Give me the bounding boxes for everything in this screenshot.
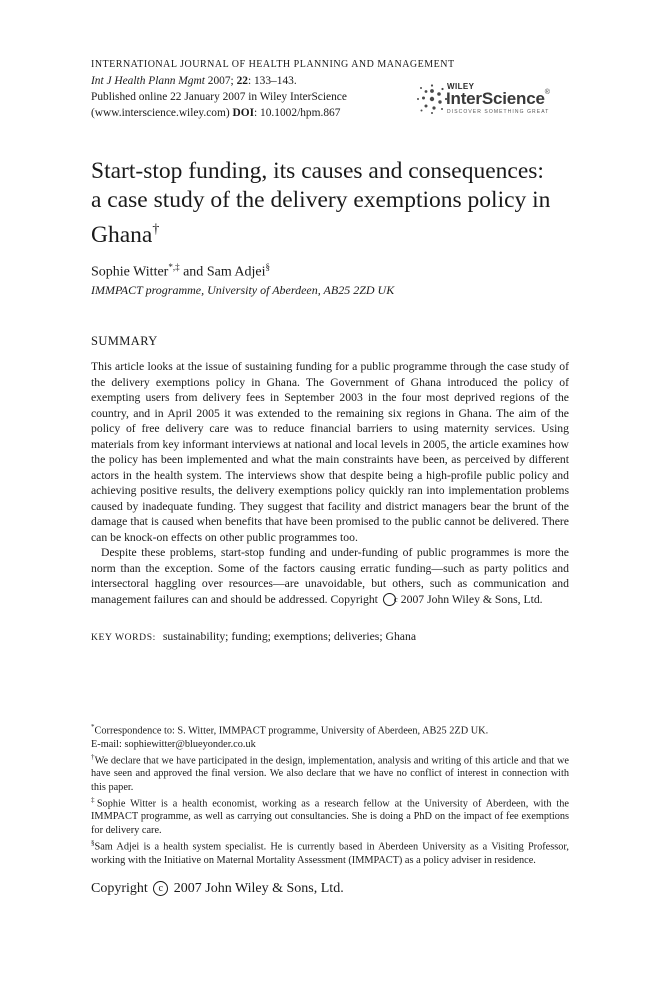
author-line [91,262,270,281]
footnote-ddagger-text: Sophie Witter is a health economist, working as a research fellow at the University of Aberdeen, with the IMMPACT programme, as well as carrying out consultancies. She is doing a PhD on the impact of fee exemptions for delivery care. [91,798,569,836]
wiley-interscience-logo [415,80,575,120]
author-adjei: Sam Adjei [206,264,266,280]
article-title [91,157,551,250]
copyright-symbol: c [383,593,396,606]
citation-pages: : 133–143. [247,75,297,87]
published-line: Published online 22 January 2007 in Wiley InterScience [91,91,347,103]
abstract-paragraph-1: This article looks at the issue of sustaining funding for a public programme through the case study of the delivery exemptions policy in Ghana. The Government of Ghana introduced the policy of exempting users from delivery fees in September 2003 in the four most deprived regions of the country, and in April 2005 it was extended to the remaining six regions in Ghana. The aim of the policy of free delivery care was to reduce financial barriers to using maternity services. Using materials from key informant interviews at national and local levels in 2005, the article examines how the policy has been implemented and what the main constraints have been, as perceived by different actors in the health system. The interviews show that despite being a high-profile public policy and achieving positive results, the delivery exemptions policy quickly ran into implementation problems caused by inadequate funding. They suggest that facility and district managers bear the brunt of the damage that is caused when benefits that have been promised to the public cannot be delivered. There can be knock-on effects on other public programmes too. [91,360,569,544]
keywords-label: KEY WORDS: [91,632,156,643]
abstract-paragraph-2-text: Despite these problems, start-stop funding and under-funding of public programmes is more the norm than the exception. Some of the factors causing erratic funding—such as party politics and intersectoral haggling over resources—are unavoidable, but others, such as communication and management failures can and should be addressed. Copyright [91,546,569,606]
article-title-text: Start-stop funding, its causes and consequences: a case study of the delivery exemptions policy in Ghana [91,158,551,248]
footnote-declaration [91,751,569,794]
citation-line [91,73,471,89]
footnote-dagger-text: We declare that we have participated in the design, implementation, analysis and writing of this article and that we have seen and approved the final version. We also declare that we have no conflict of interest in connection with this paper. [91,755,569,793]
doi-label: DOI [232,107,255,119]
affiliation: IMMPACT programme, University of Aberdeen, AB25 2ZD UK [91,283,395,297]
keywords [91,630,416,643]
footnotes [91,721,569,867]
copyright-label: Copyright [91,881,148,896]
url-doi-line [91,105,471,121]
doi-value[interactable]: : 10.1002/hpm.867 [254,107,341,119]
footnote-adjei-bio [91,837,569,867]
logo-wiley: WILEY [447,82,475,91]
footnote-dagger-mark: † [91,752,95,761]
citation-volume: 22 [236,75,248,87]
author-and: and [179,264,207,280]
footnote-corr-mark: * [91,723,95,731]
copyright-text: 2007 John Wiley & Sons, Ltd. [173,881,344,896]
abstract-paragraph-2 [91,545,569,607]
author-witter: Sophie Witter [91,264,169,280]
journal-name: INTERNATIONAL JOURNAL OF HEALTH PLANNING AND MANAGEMENT [91,59,455,70]
footnote-correspondence [91,721,569,738]
publisher-url[interactable]: (www.interscience.wiley.com) [91,107,230,119]
logo-tagline: DISCOVER SOMETHING GREAT [447,109,550,115]
title-dagger: † [152,222,160,237]
copyright-circle-icon: c [153,881,168,896]
logo-interscience [446,89,550,109]
logo-registered: ® [544,89,550,96]
journal-abbrev: Int J Health Plann Mgmt [91,75,205,87]
abstract [91,359,569,607]
page-copyright [91,881,344,897]
footnote-witter-bio [91,794,569,837]
citation-year: 2007; [207,75,234,87]
footnote-section-text: Sam Adjei is a health system specialist. He is currently based in Aberdeen University as a Visiting Professor, working with the Initiative on Maternal Mortality Assessment (IMMPACT) as a policy adviser in residence. [91,841,569,866]
interscience-swirl-icon [415,82,449,116]
abstract-copyright: 2007 John Wiley & Sons, Ltd. [400,592,543,606]
footnote-section-mark: § [91,838,95,847]
summary-heading: SUMMARY [91,334,158,348]
author-adjei-marks: § [265,262,271,272]
footnote-email[interactable]: E-mail: sophiewitter@blueyonder.co.uk [91,738,256,750]
keywords-list: sustainability; funding; exemptions; deliveries; Ghana [162,630,417,643]
logo-interscience-text: InterScience [446,89,545,108]
journal-header [91,57,471,121]
footnote-corr-text: Correspondence to: S. Witter, IMMPACT programme, University of Aberdeen, AB25 2ZD UK. [94,725,489,737]
footnote-ddagger-mark: ‡ [91,795,97,804]
author-witter-marks: *,‡ [168,262,180,272]
